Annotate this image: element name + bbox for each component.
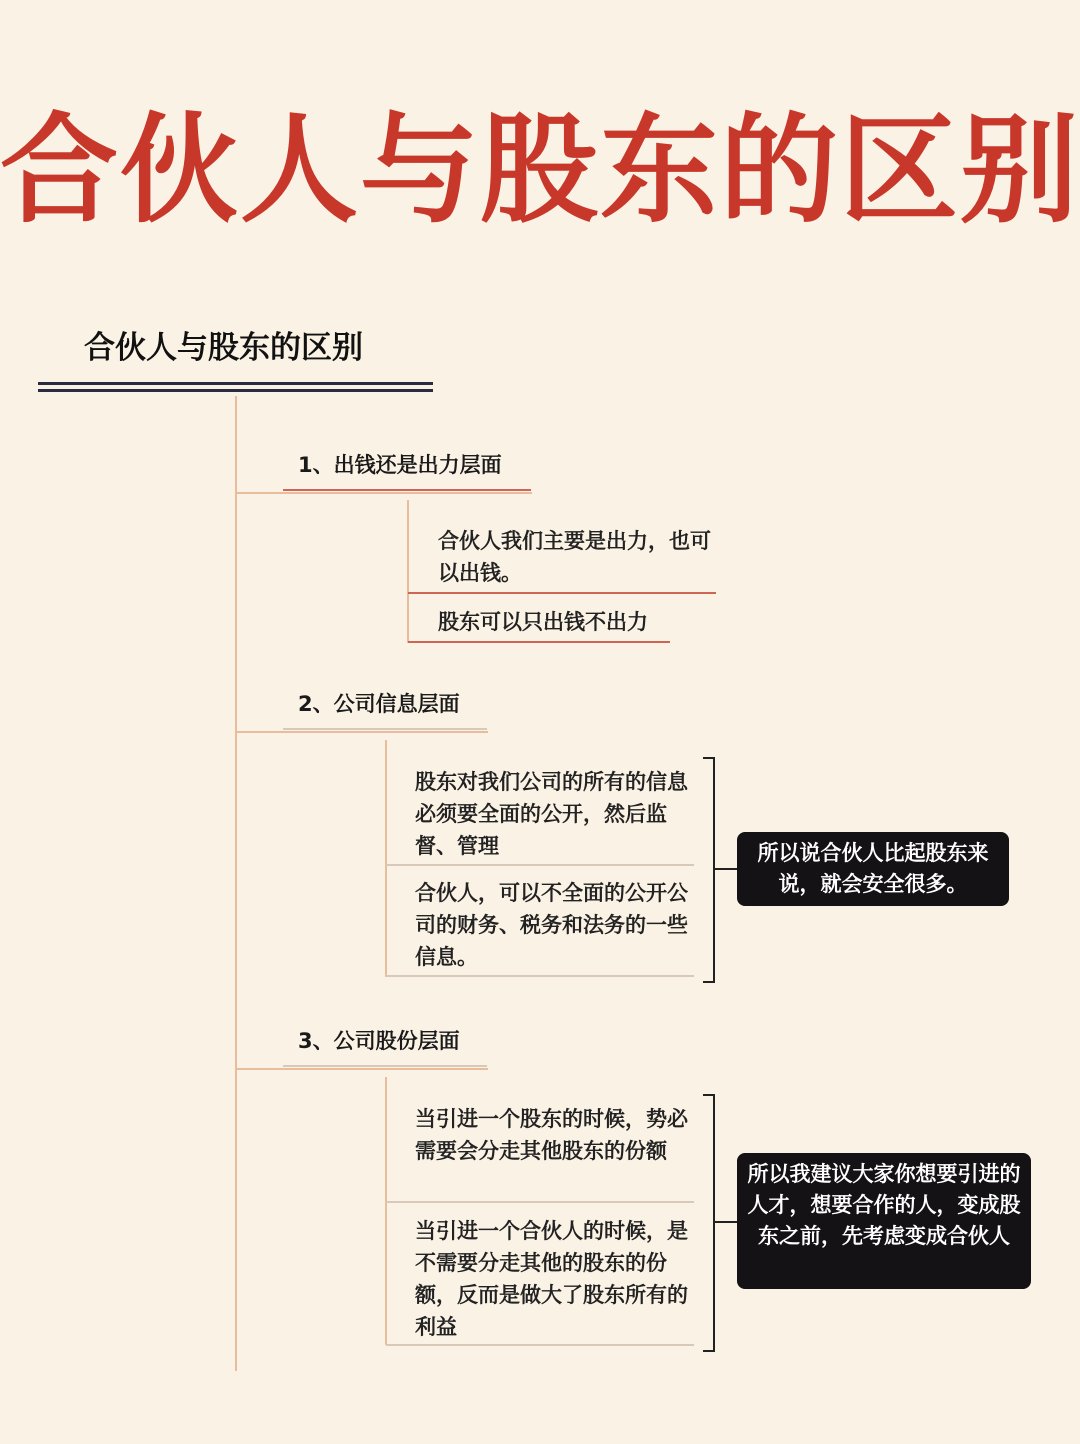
section-2-summary-note: 所以说合伙人比起股东来说，就会安全很多。: [737, 832, 1009, 906]
main-title: 合伙人与股东的区别: [0, 101, 1080, 239]
section-1-item-2-underline: [408, 641, 670, 643]
section-1-underline: [283, 489, 531, 491]
section-2-bracket-tick: [715, 868, 737, 870]
section-2-subtrunk: [385, 740, 387, 977]
root-underline-bottom: [38, 389, 433, 392]
section-2-item-1: 股东对我们公司的所有的信息必须要全面的公开，然后监督、管理: [415, 770, 688, 858]
section-3-bracket: [703, 1094, 715, 1352]
main-trunk-connector: [235, 396, 237, 1371]
section-3-branch: [236, 1068, 488, 1070]
section-2-item-1-underline: [386, 864, 694, 866]
section-2-item-2-underline: [386, 975, 694, 977]
section-3-item-2-underline: [386, 1344, 694, 1346]
section-1-heading: 1、出钱还是出力层面: [298, 453, 502, 477]
section-2-bracket: [703, 757, 715, 983]
section-1-subtrunk: [407, 500, 409, 643]
section-3-item-2: 当引进一个合伙人的时候，是不需要分走其他的股东的份额，反而是做大了股东所有的利益: [415, 1219, 688, 1339]
section-1-item-1-underline: [408, 592, 716, 594]
section-2-underline: [283, 728, 487, 730]
section-2-branch: [236, 731, 488, 733]
section-3-heading: 3、公司股份层面: [298, 1029, 460, 1053]
section-2-item-2: 合伙人，可以不全面的公开公司的财务、税务和法务的一些信息。: [415, 881, 688, 969]
section-1-item-1: 合伙人我们主要是出力，也可以出钱。: [438, 529, 711, 585]
section-3-bracket-tick: [715, 1221, 737, 1223]
section-2-heading: 2、公司信息层面: [298, 692, 460, 716]
section-1-branch: [236, 492, 532, 494]
root-node-label: 合伙人与股东的区别: [84, 330, 363, 366]
section-3-item-1-underline: [386, 1201, 694, 1203]
root-underline-top: [38, 382, 433, 385]
section-3-item-1: 当引进一个股东的时候，势必需要会分走其他股东的份额: [415, 1107, 688, 1163]
section-1-item-2: 股东可以只出钱不出力: [438, 610, 648, 634]
section-3-underline: [283, 1065, 487, 1067]
section-3-subtrunk: [385, 1077, 387, 1345]
section-3-summary-note: 所以我建议大家你想要引进的人才，想要合作的人，变成股东之前，先考虑变成合伙人: [737, 1153, 1031, 1289]
